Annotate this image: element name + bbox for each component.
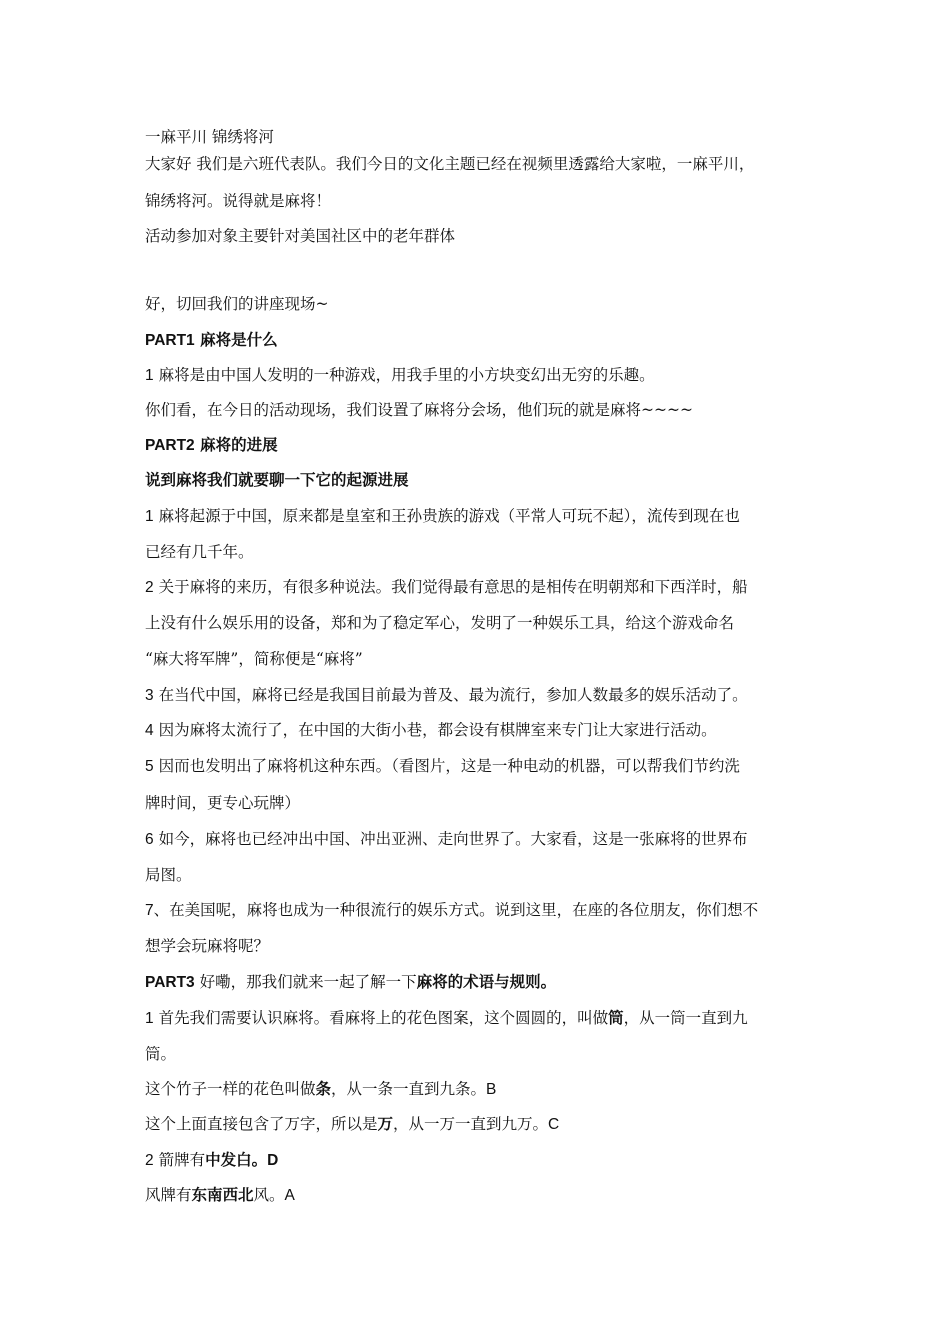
part3-heading: PART3 好嘞，那我们就来一起了解一下麻将的术语与规则。 [145, 972, 557, 991]
transition-line: 好，切回我们的讲座现场~ [145, 295, 329, 313]
part1-heading: PART1 麻将是什么 [145, 330, 278, 349]
part2-item-1-line-1: 1 麻将起源于中国，原来都是皇室和王孙贵族的游戏（平常人可玩不起），流传到现在也 [145, 507, 740, 525]
part2-subheading: 说到麻将我们就要聊一下它的起源进展 [145, 470, 409, 489]
audience-line: 活动参加对象主要针对美国社区中的老年群体 [145, 227, 456, 245]
part3-feng-line: 风牌有东南西北风。A [145, 1185, 295, 1204]
part2-item-1-line-2: 已经有几千年。 [145, 543, 254, 561]
title-line: 一麻平川 锦绣将河 [145, 128, 274, 146]
part2-heading: PART2 麻将的进展 [145, 435, 278, 454]
part2-item-2-line-1: 2 关于麻将的来历，有很多种说法。我们觉得最有意思的是相传在明朝郑和下西洋时，船 [145, 578, 748, 596]
part2-item-6-line-1: 6 如今，麻将也已经冲出中国、冲出亚洲、走向世界了。大家看，这是一张麻将的世界布 [145, 830, 748, 848]
intro-line-2: 锦绣将河。说得就是麻将！ [145, 192, 332, 210]
part2-item-4: 4 因为麻将太流行了，在中国的大街小巷，都会设有棋牌室来专门让大家进行活动。 [145, 721, 717, 739]
part3-item-2: 2 箭牌有中发白。D [145, 1150, 279, 1169]
intro-line-1: 大家好 我们是六班代表队。我们今日的文化主题已经在视频里透露给大家啦，一麻平川， [145, 155, 755, 173]
part3-wan-line: 这个上面直接包含了万字，所以是万，从一万一直到九万。C [145, 1114, 560, 1133]
part2-item-7-line-1: 7、在美国呢，麻将也成为一种很流行的娱乐方式。说到这里，在座的各位朋友，你们想不 [145, 901, 759, 919]
part2-item-7-line-2: 想学会玩麻将呢？ [145, 937, 270, 955]
part2-item-6-line-2: 局图。 [145, 866, 192, 884]
part1-item-1: 1 麻将是由中国人发明的一种游戏，用我手里的小方块变幻出无穷的乐趣。 [145, 366, 655, 384]
part3-item-1-line-1: 1 首先我们需要认识麻将。看麻将上的花色图案，这个圆圆的，叫做筒，从一筒一直到九 [145, 1008, 748, 1027]
part2-item-5-line-2: 牌时间，更专心玩牌） [145, 794, 301, 812]
part2-item-2-line-2: 上没有什么娱乐用的设备，郑和为了稳定军心，发明了一种娱乐工具，给这个游戏命名 [145, 614, 735, 632]
part2-item-5-line-1: 5 因而也发明出了麻将机这种东西。（看图片，这是一种电动的机器，可以帮我们节约洗 [145, 757, 740, 775]
part2-item-3: 3 在当代中国，麻将已经是我国目前最为普及、最为流行，参加人数最多的娱乐活动了。 [145, 686, 748, 704]
part2-item-2-line-3: “麻大将军牌”，简称便是“麻将” [145, 650, 363, 668]
part3-tiao-line: 这个竹子一样的花色叫做条，从一条一直到九条。B [145, 1079, 497, 1098]
part1-item-2: 你们看，在今日的活动现场，我们设置了麻将分会场，他们玩的就是麻将~~~~ [145, 401, 693, 419]
part3-item-1-line-2: 筒。 [145, 1045, 177, 1063]
